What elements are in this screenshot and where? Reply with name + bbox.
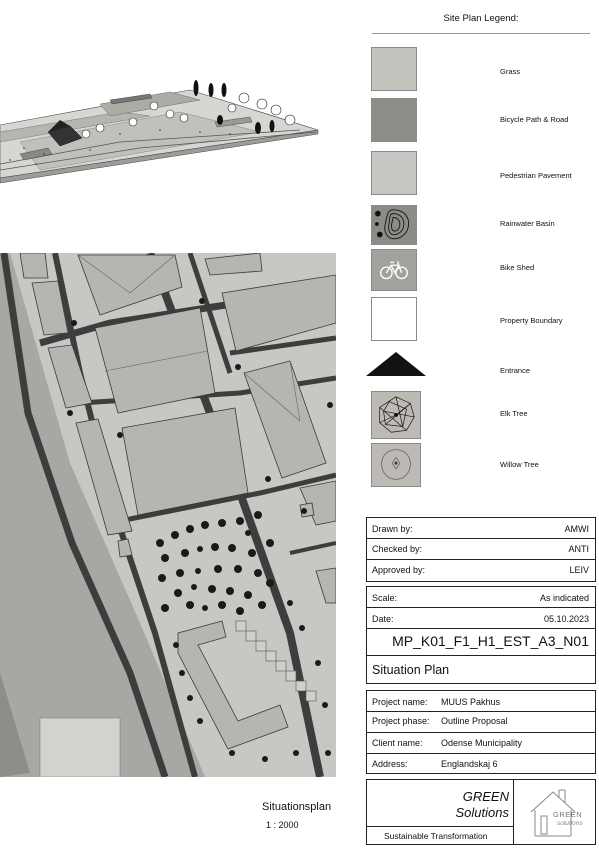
project-phase-label: Project phase: [372, 716, 430, 726]
approved-by-value: LEIV [569, 565, 589, 575]
grass-swatch [371, 47, 417, 91]
company-name: GREEN Solutions [455, 789, 509, 820]
property-boundary-swatch [371, 297, 417, 341]
legend-divider [372, 33, 590, 34]
scale-value: As indicated [539, 593, 589, 603]
project-name-label: Project name: [372, 697, 428, 707]
approved-by-label: Approved by: [372, 565, 426, 575]
company-tagline: Sustainable Transformation [384, 831, 488, 841]
checked-by-label: Checked by: [372, 544, 423, 554]
legend-label-rainwater: Rainwater Basin [500, 219, 555, 228]
rainwater-basin-icon [371, 205, 417, 245]
elk-tree-icon [371, 391, 421, 439]
legend-label-grass: Grass [500, 67, 521, 76]
drawing-title: Situation Plan [372, 663, 450, 677]
client-name-label: Client name: [372, 738, 423, 748]
axonometric-view [0, 70, 330, 185]
road-swatch [371, 98, 417, 142]
logo-script: solutions [557, 820, 583, 827]
bicycle-icon [371, 249, 417, 291]
drawing-info-box [366, 586, 596, 684]
project-phase-value: Outline Proposal [441, 716, 508, 726]
company-box [366, 779, 596, 845]
drawn-by-value: AMWI [564, 524, 589, 534]
site-plan-map [0, 253, 336, 777]
entrance-triangle-icon [365, 351, 427, 377]
checked-by-value: ANTI [568, 544, 589, 554]
plan-caption-title: Situationsplan [262, 801, 332, 813]
legend-label-willow-tree: Willow Tree [500, 460, 539, 469]
personnel-box [366, 517, 596, 582]
logo-text: GREEN [553, 810, 583, 819]
client-name-value: Odense Municipality [441, 738, 523, 748]
legend-title: Site Plan Legend: [443, 13, 519, 24]
plan-caption-scale: 1 : 2000 [266, 820, 299, 830]
legend-label-elk-tree: Elk Tree [500, 409, 528, 418]
legend-label-road: Bicycle Path & Road [500, 115, 569, 124]
legend-label-bike-shed: Bike Shed [500, 263, 535, 272]
scale-label: Scale: [372, 593, 398, 603]
legend-label-entrance: Entrance [500, 366, 531, 375]
legend-label-pavement: Pedestrian Pavement [500, 171, 572, 180]
project-name-value: MUUS Pakhus [441, 697, 501, 707]
date-label: Date: [372, 614, 394, 624]
willow-tree-icon [371, 443, 421, 487]
address-value: Englandskaj 6 [441, 759, 498, 769]
address-label: Address: [372, 759, 408, 769]
project-info-box [366, 690, 596, 774]
date-value: 05.10.2023 [543, 614, 589, 624]
drawn-by-label: Drawn by: [372, 524, 413, 534]
drawing-number: MP_K01_F1_H1_EST_A3_N01 [392, 633, 589, 649]
pavement-swatch [371, 151, 417, 195]
legend-label-property-boundary: Property Boundary [500, 316, 563, 325]
